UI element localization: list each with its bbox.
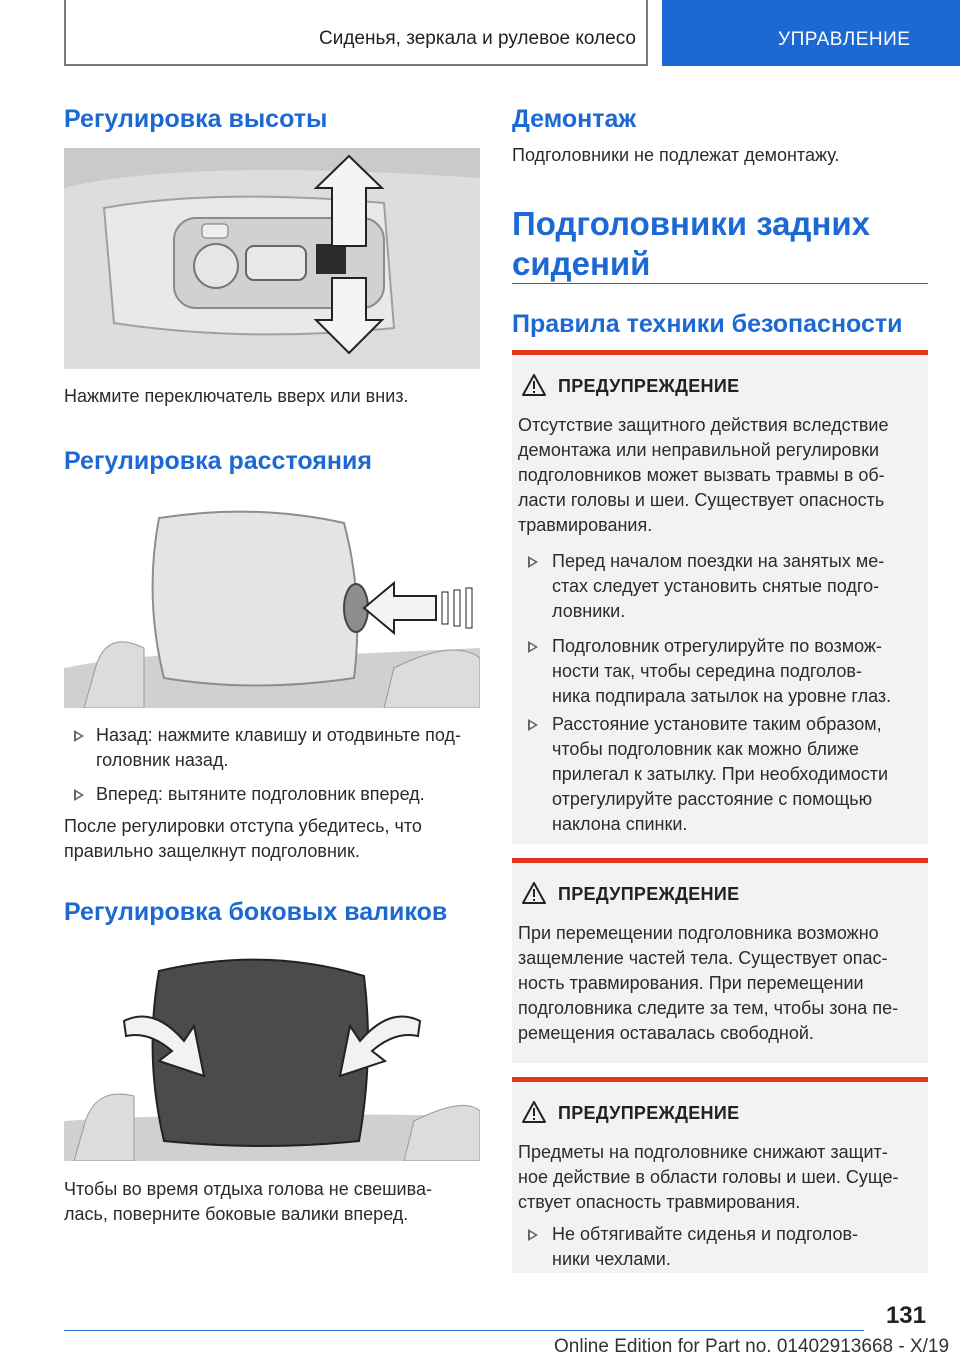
chapter-title: Сиденья, зеркала и рулевое колесо	[319, 28, 636, 49]
side-bolster-text: Чтобы во время отдыха голова не свешива- лась, поверните боковые валики вперед.	[64, 1179, 432, 1224]
heading-safety: Правила техники безопасности	[512, 310, 903, 338]
removal-text: Подголовники не подлежат демонтажу.	[512, 145, 840, 165]
list-item: Перед началом поездки на занятых ме- стах следует установить снятые подго- ловники.	[528, 549, 928, 624]
warning-triangle-icon	[522, 374, 546, 396]
warning-box	[512, 858, 928, 1063]
list-item: Подголовник отрегулируйте по возмож- ности так, чтобы середина подголов- ника подпирала затылок на уровне глаз.	[528, 634, 928, 709]
warning-text: Отсутствие защитного действия вследствие демонтажа или неправильной регулировки подголовников может вызвать травмы в об- ласти головы и шеи. Существует опасность травмирования.	[518, 415, 889, 535]
page-number: 131	[885, 1302, 926, 1329]
list-item: Вперед: вытяните подголовник вперед.	[64, 782, 480, 807]
height-caption: Нажмите переключатель вверх или вниз.	[64, 386, 409, 406]
heading-removal: Демонтаж	[512, 105, 637, 133]
warning-label: ПРЕДУПРЕЖДЕНИЕ	[558, 1103, 740, 1123]
header-section-tab[interactable]	[662, 0, 960, 66]
section-title: УПРАВЛЕНИЕ	[778, 29, 911, 50]
warning-box	[512, 350, 928, 844]
footer-divider	[64, 1330, 864, 1331]
edition-text: Online Edition for Part no. 01402913668 - X/19	[554, 1336, 950, 1357]
warning-text: Предметы на подголовнике снижают защит- ное действие в области головы и шеи. Суще- ствует опасность травмирования.	[518, 1142, 899, 1212]
warning-text: При перемещении подголовника возможно защемление частей тела. Существует опас- ность травмирования. При перемещении подголовника следите за тем, чтобы зона пе- ремещения оставалась свободной.	[518, 923, 899, 1043]
bullet-triangle-icon	[528, 719, 538, 731]
section-divider	[512, 283, 928, 284]
bullet-triangle-icon	[528, 1229, 538, 1241]
heading-rear-headrests: Подголовники задних сидений	[512, 205, 871, 282]
distance-note: После регулировки отступа убедитесь, что правильно защелкнут подголовник.	[64, 816, 422, 861]
list-item: Расстояние установите таким образом, чтобы подголовник как можно ближе прилегал к затылку. При необходимости отрегулируйте расстояние с помощью наклона спинки.	[528, 712, 928, 837]
warning-box	[512, 1077, 928, 1273]
bullet-triangle-icon	[528, 556, 538, 568]
bullet-triangle-icon	[74, 789, 84, 801]
heading-height: Регулировка высоты	[64, 105, 328, 133]
heading-side-bolsters: Регулировка боковых валиков	[64, 898, 448, 926]
bullet-triangle-icon	[74, 730, 84, 742]
bullet-triangle-icon	[528, 641, 538, 653]
list-item: Назад: нажмите клавишу и отодвиньте под- головник назад.	[64, 723, 480, 773]
header-chapter-box	[64, 0, 648, 66]
warning-label: ПРЕДУПРЕЖДЕНИЕ	[558, 376, 740, 396]
warning-triangle-icon	[522, 882, 546, 904]
list-item: Не обтягивайте сиденья и подголов- ники чехлами.	[528, 1222, 928, 1272]
warning-label: ПРЕДУПРЕЖДЕНИЕ	[558, 884, 740, 904]
warning-triangle-icon	[522, 1101, 546, 1123]
seat-switch-image	[64, 148, 480, 369]
side-bolster-image	[64, 946, 480, 1161]
headrest-distance-image	[64, 498, 480, 708]
heading-distance: Регулировка расстояния	[64, 447, 372, 475]
